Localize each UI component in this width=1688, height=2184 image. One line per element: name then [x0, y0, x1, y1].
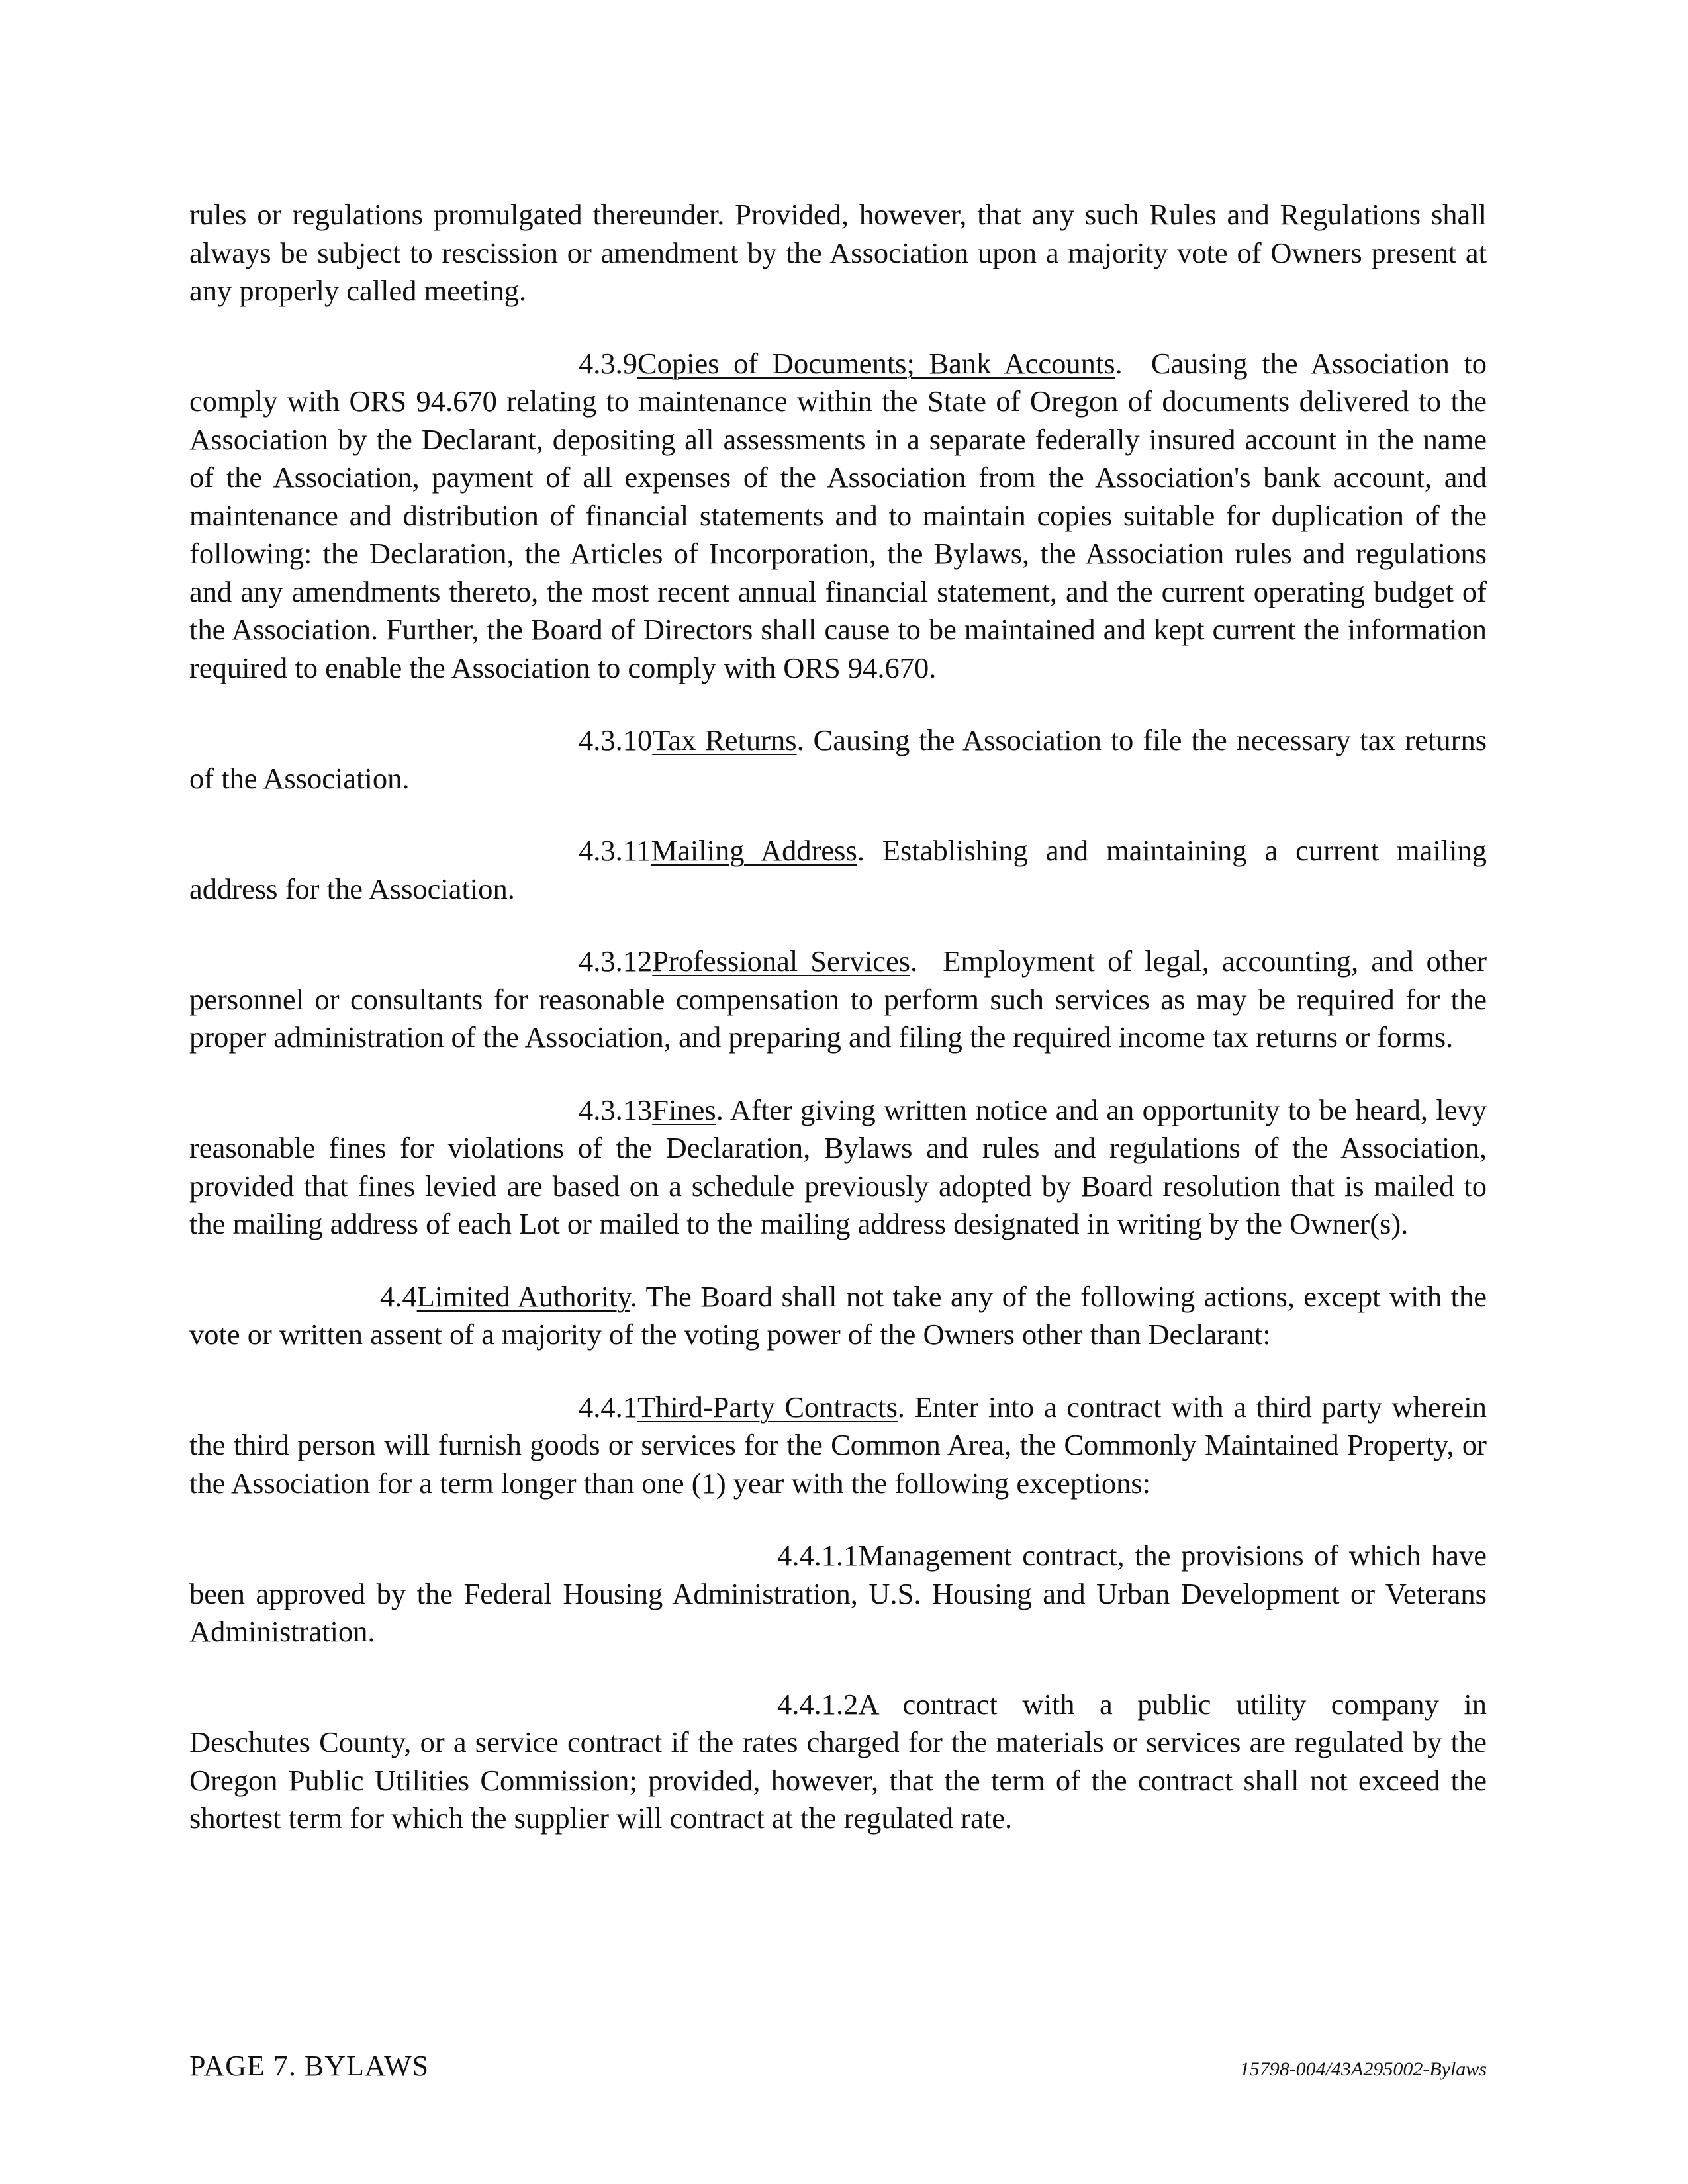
section-title: Mailing Address	[651, 834, 857, 867]
section-title: Copies of Documents; Bank Accounts	[637, 346, 1115, 380]
section-body: Causing the Association to file the necessary tax returns of the Association.	[189, 723, 1487, 795]
section-number: 4.3.11	[579, 834, 651, 867]
section-title: Limited Authority	[416, 1279, 630, 1313]
section-4-3-13: 4.3.13Fines. After giving written notice and an opportunity to be heard, levy reasonable fines for violations of the Declaration, Bylaws and rules and regulations of the Association, provided that fines levied are based on a schedule previously adopted by Board resolution that is mailed to the mailing address of each Lot or mailed to the mailing address designated in writing by the Owner(s).	[189, 1091, 1487, 1244]
section-4-3-10: 4.3.10Tax Returns. Causing the Association to file the necessary tax returns of the Association.	[189, 721, 1487, 797]
section-number: 4.4.1.2	[777, 1687, 859, 1721]
section-body: Establishing and maintaining a current mailing address for the Association.	[189, 834, 1487, 905]
section-number: 4.3.10	[579, 723, 653, 756]
section-number: 4.4	[380, 1279, 417, 1313]
section-number: 4.3.9	[579, 346, 637, 380]
section-4-4-1-2	[189, 1686, 1487, 1838]
section-body: Causing the Association to comply with ORS 94.670 relating to maintenance within the State of Oregon of documents delivered to the Association by the Declarant, depositing all assessments in a separate federally insured account in the name of the Association, payment of all expenses of the Association from the Association's bank account, and maintenance and distribution of financial statements and to maintain copies suitable for duplication of the following: the Declaration, the Articles of Incorporation, the Bylaws, the Association rules and regulations and any amendments thereto, the most recent annual financial statement, and the current operating budget of the Association. Further, the Board of Directors shall cause to be maintained and kept current the information required to enable the Association to comply with ORS 94.670.	[189, 346, 1487, 684]
section-number: 4.3.13	[579, 1093, 653, 1126]
section-title: Tax Returns	[652, 723, 797, 756]
section-body: After giving written notice and an opportunity to be heard, levy reasonable fines for violations of the Declaration, Bylaws and rules and regulations of the Association, provided that fines levied are based on a schedule previously adopted by Board resolution that is mailed to the mailing address of each Lot or mailed to the mailing address designated in writing by the Owner(s).	[189, 1093, 1487, 1240]
section-title: Fines	[652, 1093, 716, 1126]
document-id: 15798-004/43A295002-Bylaws	[1239, 2058, 1487, 2080]
section-title: Third-Party Contracts	[637, 1390, 898, 1424]
page-body	[189, 196, 1487, 1872]
section-body: Management contract, the provisions of which have been approved by the Federal Housing Administration, U.S. Housing and Urban Development or Veterans Administration.	[189, 1539, 1487, 1648]
section-4-4-1-1	[189, 1537, 1487, 1651]
section-4-3-12: 4.3.12Professional Services. Employment of legal, accounting, and other personnel or consultants for reasonable compensation to perform such services as may be required for the proper administration of the Association, and preparing and filing the required income tax returns or forms.	[189, 942, 1487, 1057]
section-4-3-9: 4.3.9Copies of Documents; Bank Accounts. Causing the Association to comply with ORS 94.670 relating to maintenance within the State of Oregon of documents delivered to the Association by the Declarant, depositing all assessments in a separate federally insured account in the name of the Association, payment of all expenses of the Association from the Association's bank account, and maintenance and distribution of financial statements and to maintain copies suitable for duplication of the following: the Declaration, the Articles of Incorporation, the Bylaws, the Association rules and regulations and any amendments thereto, the most recent annual financial statement, and the current operating budget of the Association. Further, the Board of Directors shall cause to be maintained and kept current the information required to enable the Association to comply with ORS 94.670.	[189, 345, 1487, 688]
paragraph-continuation: rules or regulations promulgated thereunder. Provided, however, that any such Rules and Regulations shall always be subject to rescission or amendment by the Association upon a majority vote of Owners present at any properly called meeting.	[189, 198, 1487, 307]
section-4-3-11: 4.3.11Mailing Address. Establishing and maintaining a current mailing address for the Association.	[189, 832, 1487, 908]
section-number: 4.4.1	[579, 1390, 637, 1424]
section-4-4: 4.4Limited Authority. The Board shall not take any of the following actions, except with the vote or written assent of a majority of the voting power of the Owners other than Declarant:	[189, 1278, 1487, 1354]
section-body: Enter into a contract with a third party wherein the third person will furnish goods or services for the Common Area, the Commonly Maintained Property, or the Association for a term longer than one (1) year with the following exceptions:	[189, 1390, 1487, 1500]
section-number: 4.3.12	[579, 944, 653, 978]
section-body: A contract with a public utility company in Deschutes County, or a service contract if the rates charged for the materials or services are regulated by the Oregon Public Utilities Commission; provided, however, that the term of the contract shall not exceed the shortest term for which the supplier will contract at the regulated rate.	[189, 1687, 1487, 1835]
section-4-4-1: 4.4.1Third-Party Contracts. Enter into a contract with a third party wherein the third person will furnish goods or services for the Common Area, the Commonly Maintained Property, or the Association for a term longer than one (1) year with the following exceptions:	[189, 1388, 1487, 1503]
section-number: 4.4.1.1	[777, 1539, 859, 1572]
page-footer	[189, 2049, 1487, 2095]
section-body: The Board shall not take any of the following actions, except with the vote or written assent of a majority of the voting power of the Owners other than Declarant:	[189, 1279, 1487, 1351]
page-label: PAGE 7. BYLAWS	[189, 2050, 430, 2082]
section-title: Professional Services	[652, 944, 911, 978]
section-body: Employment of legal, accounting, and other personnel or consultants for reasonable compensation to perform such services as may be required for the proper administration of the Association, and preparing and filing the required income tax returns or forms.	[189, 944, 1487, 1054]
